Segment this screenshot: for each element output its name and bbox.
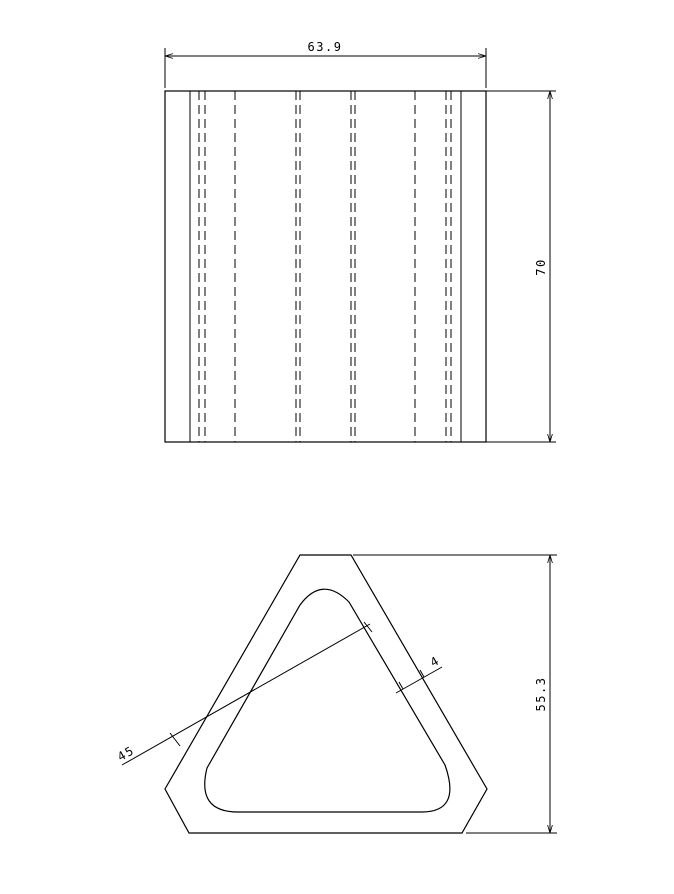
top-side-dimension-label: 45 bbox=[114, 743, 138, 764]
front-width-dimension bbox=[165, 40, 486, 88]
front-view-hidden-lines bbox=[199, 91, 451, 442]
top-side-dimension-line bbox=[122, 624, 370, 765]
front-width-dimension-label: 63.9 bbox=[307, 40, 343, 54]
front-height-dimension-label: 70 bbox=[534, 258, 548, 276]
top-height-dimension bbox=[353, 555, 557, 833]
front-view bbox=[165, 40, 556, 442]
top-wall-dimension-label: 4 bbox=[427, 653, 443, 670]
top-view-inner-profile bbox=[205, 589, 450, 812]
top-height-dimension-label: 55.3 bbox=[534, 676, 548, 712]
front-view-outline bbox=[165, 91, 486, 442]
top-view bbox=[115, 555, 557, 833]
front-height-dimension bbox=[486, 91, 556, 442]
top-side-dimension bbox=[115, 622, 372, 765]
top-view-outer-profile bbox=[165, 555, 487, 833]
